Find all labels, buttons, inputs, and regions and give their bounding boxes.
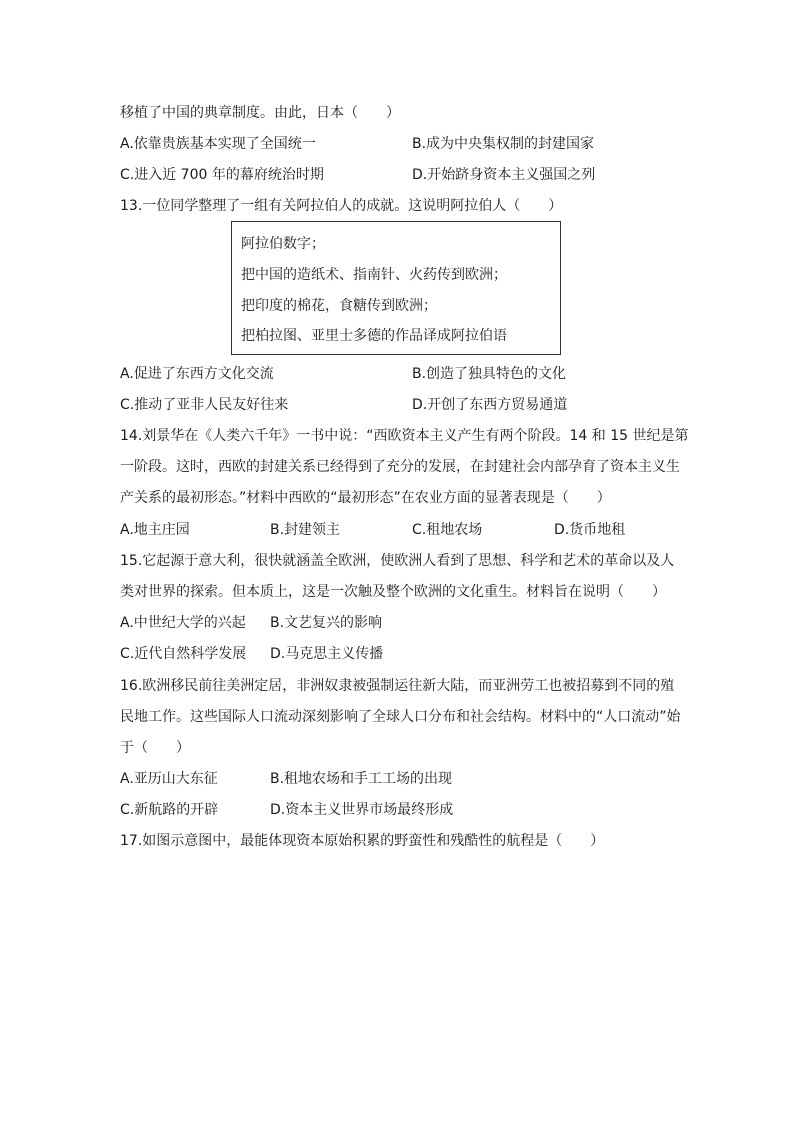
q16-stem-line-2: 民地工作。这些国际人口流动深刻影响了全球人口分布和社会结构。材料中的“人口流动”始 (120, 709, 681, 725)
q13-box-line-3: 把印度的棉花，食糖传到欧洲； (241, 298, 437, 314)
q15-option-a: A.中世纪大学的兴起 (120, 615, 246, 631)
q14-option-c: C.租地农场 (412, 522, 483, 538)
q13-option-d: D.开创了东西方贸易通道 (412, 397, 568, 413)
q12-option-a: A.依靠贵族基本实现了全国统一 (120, 136, 316, 152)
q14-stem-line-1: 14.刘景华在《人类六千年》一书中说：“西欧资本主义产生有两个阶段。14 和 15 世纪是第 (120, 428, 689, 444)
q12-option-b: B.成为中央集权制的封建国家 (412, 136, 595, 152)
q13-option-b: B.创造了独具特色的文化 (412, 366, 567, 382)
q16-stem-line-3: 于（ ） (120, 740, 190, 756)
q16-stem-line-1: 16.欧洲移民前往美洲定居，非洲奴隶被强制运往新大陆，而亚洲劳工也被招募到不同的殖 (120, 678, 675, 694)
q14-stem-line-3: 产关系的最初形态。”材料中西欧的“最初形态”在农业方面的显著表现是（ ） (120, 490, 611, 506)
q13-box-line-1: 阿拉伯数字； (241, 236, 325, 252)
q15-stem-line-1: 15.它起源于意大利，很快就涵盖全欧洲，使欧洲人看到了思想、科学和艺术的革命以及人 (120, 553, 675, 569)
q13-box-line-2: 把中国的造纸术、指南针、火药传到欧洲； (241, 267, 507, 283)
q13-stem: 13.一位同学整理了一组有关阿拉伯人的成就。这说明阿拉伯人（ ） (120, 198, 563, 214)
q13-material-box (231, 221, 561, 355)
q17-stem: 17.如图示意图中，最能体现资本原始积累的野蛮性和残酷性的航程是（ ） (120, 833, 605, 849)
q12-option-d: D.开始跻身资本主义强国之列 (412, 167, 596, 183)
q16-option-a: A.亚历山大东征 (120, 771, 218, 787)
q16-option-c: C.新航路的开辟 (120, 802, 219, 818)
q15-option-b: B.文艺复兴的影响 (270, 615, 383, 631)
q14-option-b: B.封建领主 (270, 522, 341, 538)
q15-option-c: C.近代自然科学发展 (120, 646, 247, 662)
q16-option-b: B.租地农场和手工工场的出现 (270, 771, 453, 787)
q13-option-a: A.促进了东西方文化交流 (120, 366, 274, 382)
q12-stem: 移植了中国的典章制度。由此，日本（ ） (120, 105, 400, 121)
q14-option-a: A.地主庄园 (120, 522, 190, 538)
q13-box-line-4: 把柏拉图、亚里士多德的作品译成阿拉伯语 (241, 328, 507, 344)
q12-option-c: C.进入近 700 年的幕府统治时期 (120, 167, 324, 183)
q14-option-d: D.货币地租 (554, 522, 626, 538)
q14-stem-line-2: 一阶段。这时，西欧的封建关系已经得到了充分的发展，在封建社会内部孕育了资本主义生 (120, 459, 680, 475)
q15-stem-line-2: 类对世界的探索。但本质上，这是一次触及整个欧洲的文化重生。材料旨在说明（ ） (120, 584, 666, 600)
q15-option-d: D.马克思主义传播 (270, 646, 384, 662)
q13-option-c: C.推动了亚非人民友好往来 (120, 397, 289, 413)
q16-option-d: D.资本主义世界市场最终形成 (270, 802, 454, 818)
